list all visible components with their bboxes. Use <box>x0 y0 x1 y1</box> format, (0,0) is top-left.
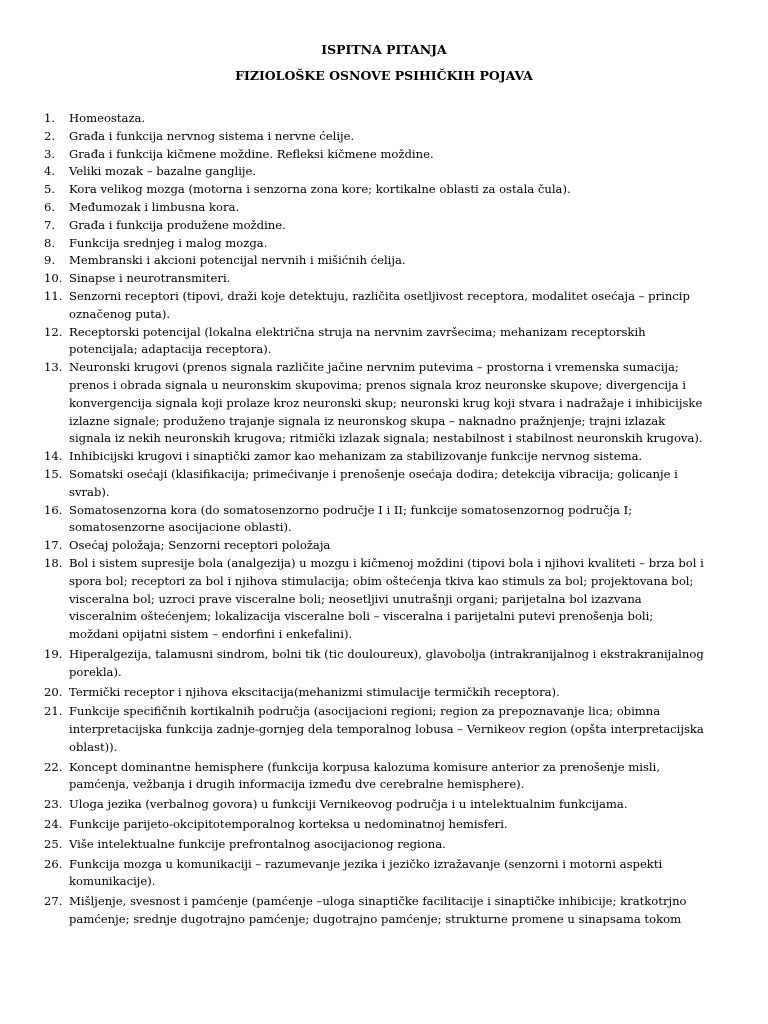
question-item <box>0 796 768 814</box>
question-item <box>0 217 768 235</box>
question-number: 12. <box>44 324 63 339</box>
question-number: 15. <box>44 466 63 481</box>
question-number: 10. <box>44 271 63 286</box>
question-item <box>0 128 768 146</box>
question-text: Neuronski krugovi (prenos signala različite jačine nervnim putevima – prostorna i vremenska sumacija; prenos i obrada signala u neuronskim skupovima; prenos signala kroz neuronske skupove; divergencija i konvergencija signala koji prolaze kroz neuronski skup; neuronski krug koji stvara i nadražaje i inhibicijske izlazne signale; produženo trajanje signala iz neuronskog skupa – naknadno pražnjenje; trajni izlazak signala iz nekih neuronskih krugova; ritmički izlazak signala; nestabilnost i stabilnost neuronskih krugova). <box>69 360 703 446</box>
question-list <box>0 110 768 929</box>
question-text: Receptorski potencijal (lokalna električna struja na nervnim završecima; mehanizam receptorskih potencijala; adaptacija receptora). <box>69 324 646 357</box>
question-item <box>0 816 768 834</box>
document-subtitle: FIZIOLOŠKE OSNOVE PSIHIČKIH POJAVA <box>235 68 533 83</box>
question-item <box>0 646 768 682</box>
question-item <box>0 181 768 199</box>
question-number: 24. <box>44 817 63 832</box>
question-item <box>0 893 768 929</box>
question-number: 21. <box>44 704 63 719</box>
question-number: 20. <box>44 684 63 699</box>
question-text: Somatosenzorna kora (do somatosenzorno područje I i II; funkcije somatosenzornog područja I; somatosenzorne asocijacione oblasti). <box>69 502 633 535</box>
question-text: Veliki mozak – bazalne ganglije. <box>69 164 257 179</box>
question-number: 25. <box>44 836 63 851</box>
question-item <box>0 252 768 270</box>
question-item <box>0 324 768 360</box>
question-text: Međumozak i limbusna kora. <box>69 199 240 214</box>
question-number: 1. <box>44 111 56 125</box>
question-text: Somatski osećaji (klasifikacija; primećivanje i prenošenje osećaja dodira; detekcija vibracija; golicanje i svrab). <box>69 466 678 499</box>
question-number: 22. <box>44 759 63 774</box>
question-text: Funkcije parijeto-okcipitotemporalnog korteksa u nedominatnoj hemisferi. <box>69 817 508 832</box>
question-text: Inhibicijski krugovi i sinaptički zamor kao mehanizam za stabilizovanje funkcije nervnog sistema. <box>69 449 643 464</box>
question-item <box>0 199 768 217</box>
question-number: 23. <box>44 797 63 812</box>
question-number: 5. <box>44 182 56 197</box>
question-text: Kora velikog mozga (motorna i senzorna zona kore; kortikalne oblasti za ostala čula). <box>69 182 571 197</box>
question-item <box>0 502 768 538</box>
question-text: Više intelektualne funkcije prefrontalnog asocijacionog regiona. <box>69 836 446 851</box>
question-item <box>0 448 768 466</box>
question-text: Funkcija srednjeg i malog mozga. <box>69 235 268 250</box>
question-text: Uloga jezika (verbalnog govora) u funkciji Vernikeovog područja i u intelektualnim funkcijama. <box>69 797 628 812</box>
question-number: 26. <box>44 856 63 871</box>
question-text: Mišljenje, svesnost i pamćenje (pamćenje –uloga sinaptičke facilitacije i sinaptičke inhibicije; kratkotrjno pamćenje; srednje dugotrajno pamćenje; dugotrajno pamćenje; strukturne promene u sinapsama tokom <box>69 894 687 927</box>
question-text: Termički receptor i njihova ekscitacija(mehanizmi stimulacije termičkih receptora). <box>69 684 560 699</box>
question-text: Koncept dominantne hemisphere (funkcija korpusa kalozuma komisure anterior za prenošenje misli, pamćenja, vežbanja i drugih informacija između dve cerebralne hemisphere). <box>69 759 661 792</box>
question-item <box>0 466 768 502</box>
question-number: 16. <box>44 502 63 517</box>
question-number: 27. <box>44 894 63 909</box>
question-item <box>0 537 768 555</box>
question-number: 3. <box>44 146 56 161</box>
question-item <box>0 288 768 324</box>
question-number: 8. <box>44 235 56 250</box>
question-item <box>0 703 768 756</box>
question-text: Funkcija mozga u komunikaciji – razumevanje jezika i jezičko izražavanje (senzorni i motorni aspekti komunikacije). <box>69 856 663 889</box>
question-number: 14. <box>44 449 63 464</box>
question-item <box>0 555 768 644</box>
question-text: Hiperalgezija, talamusni sindrom, bolni tik (tic douloureux), glavobolja (intrakranijalnog i ekstrakranijalnog porekla). <box>69 646 704 679</box>
question-item <box>0 359 768 448</box>
question-item <box>0 684 768 702</box>
question-text: Osećaj položaja; Senzorni receptori položaja <box>69 538 331 553</box>
question-number: 9. <box>44 253 56 268</box>
question-item <box>0 235 768 253</box>
question-number: 11. <box>44 288 63 303</box>
question-item <box>0 163 768 181</box>
question-text: Homeostaza. <box>69 111 146 125</box>
question-number: 2. <box>44 128 56 143</box>
question-text: Membranski i akcioni potencijal nervnih i mišićnih ćelija. <box>69 253 406 268</box>
question-item <box>0 836 768 854</box>
question-text: Građa i funkcija produžene moždine. <box>69 217 286 232</box>
question-number: 7. <box>44 217 56 232</box>
question-item <box>0 110 768 128</box>
question-text: Sinapse i neurotransmiteri. <box>69 271 231 286</box>
question-number: 6. <box>44 199 56 214</box>
question-item <box>0 759 768 795</box>
question-number: 17. <box>44 538 63 553</box>
question-number: 18. <box>44 555 63 570</box>
question-text: Građa i funkcija kičmene moždine. Refleksi kičmene moždine. <box>69 146 434 161</box>
document-title: ISPITNA PITANJA <box>321 42 447 57</box>
question-item <box>0 146 768 164</box>
question-text: Senzorni receptori (tipovi, draži koje detektuju, različita osetljivost receptora, modalitet osećaja – princip označenog puta). <box>69 288 690 321</box>
question-text: Građa i funkcija nervnog sistema i nervne ćelije. <box>69 128 355 143</box>
question-number: 4. <box>44 164 56 179</box>
question-item <box>0 856 768 892</box>
question-text: Bol i sistem supresije bola (analgezija) u mozgu i kičmenoj moždini (tipovi bola i njihovi kvaliteti – brza bol i spora bol; receptori za bol i njihova stimulacija; obim oštećenja tkiva kao stimuls za bol; projektovana bol; visceralna bol; uzroci prave visceralne boli; neosetljivi unutrašnji organi; parijetalna bol izazvana visceralnim oštećenjem; lokalizacija visceralne boli – visceralna i parijetalni putevi prenošenja boli; moždani opijatni sistem – endorfini i enkefalini). <box>69 555 704 642</box>
question-text: Funkcije specifičnih kortikalnih područja (asocijacioni regioni; region za prepoznavanje lica; obimna interpretacijska funkcija zadnje-gornjeg dela temporalnog lobusa – Vernikeov region (opšta interpretacijska oblast)). <box>69 704 704 754</box>
question-number: 19. <box>44 646 63 661</box>
question-number: 13. <box>44 360 63 375</box>
question-item <box>0 270 768 288</box>
